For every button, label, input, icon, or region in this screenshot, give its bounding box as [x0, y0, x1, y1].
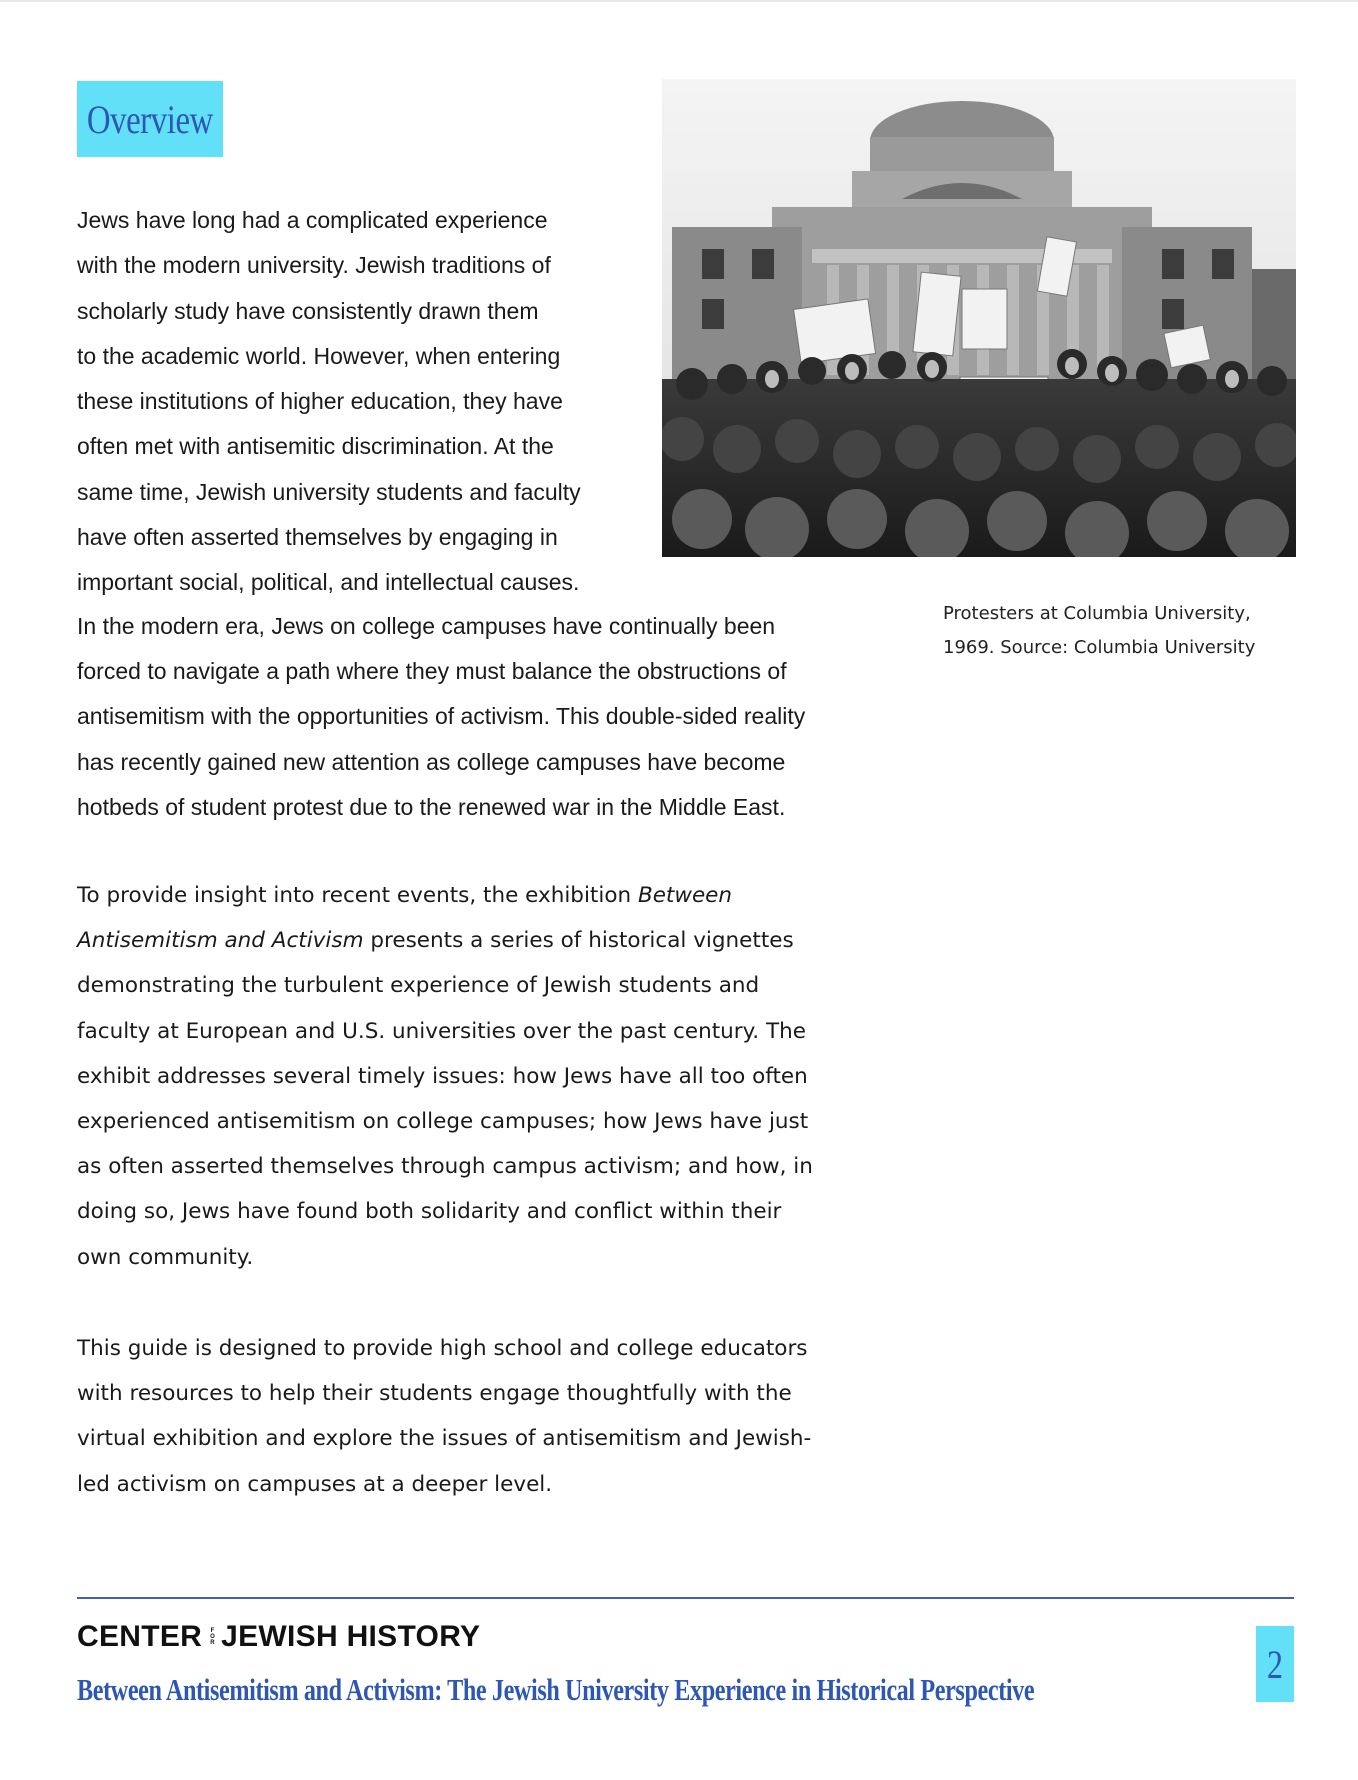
caption-line: Protesters at Columbia University,	[943, 603, 1251, 624]
text-line: exhibit addresses several timely issues: how Jews have all too often	[77, 1063, 808, 1089]
paragraph-exhibition	[77, 873, 877, 1280]
text-line: This guide is designed to provide high school and college educators	[77, 1336, 808, 1361]
center-for-jewish-history-logo	[77, 1620, 480, 1654]
logo-for-stack	[210, 1624, 215, 1650]
logo-for-letter: F	[210, 1628, 215, 1634]
text-line: experienced antisemitism on college campuses; how Jews have just	[77, 1109, 809, 1135]
text-line: antisemitism with the opportunities of activism. This double-sided reality	[77, 703, 806, 730]
text-line: often met with antisemitic discrimination. At the	[77, 433, 554, 460]
text-line: with the modern university. Jewish traditions of	[77, 252, 551, 279]
text-line: as often asserted themselves through campus activism; and how, in	[77, 1154, 813, 1180]
logo-for-letter: O	[210, 1634, 216, 1640]
footer-divider	[77, 1597, 1294, 1599]
text-line: same time, Jewish university students and faculty	[77, 478, 581, 505]
page-number-badge	[1256, 1626, 1294, 1702]
text-line: demonstrating the turbulent experience of Jewish students and	[77, 973, 760, 999]
text-line: Jews have long had a complicated experience	[77, 207, 548, 233]
text-line: forced to navigate a path where they must balance the obstructions of	[77, 658, 787, 685]
protest-photo	[662, 79, 1296, 557]
logo-text-left: CENTER	[77, 1620, 203, 1653]
text-run: To provide insight into recent events, the exhibition	[77, 883, 638, 908]
text-line: with resources to help their students engage thoughtfully with the	[77, 1381, 792, 1407]
text-line	[77, 918, 877, 963]
logo-for-letter: R	[210, 1640, 215, 1646]
text-line: have often asserted themselves by engaging in	[77, 524, 558, 551]
document-subtitle: Between Antisemitism and Activism: The Jewish University Experience in Historical Perspective	[77, 1672, 1035, 1707]
paragraph-modern-era	[77, 604, 877, 830]
logo-text-right: JEWISH HISTORY	[221, 1620, 481, 1653]
text-line: these institutions of higher education, they have	[77, 388, 563, 415]
section-heading-text: Overview	[86, 96, 214, 142]
exhibition-title-italic: Between	[637, 883, 733, 908]
text-line: has recently gained new attention as college campuses have become	[77, 748, 786, 775]
lead-paragraph	[77, 198, 637, 606]
text-line: virtual exhibition and explore the issues of antisemitism and Jewish-	[77, 1426, 812, 1452]
text-line: led activism on campuses at a deeper level.	[77, 1471, 553, 1497]
text-line: important social, political, and intellectual causes.	[77, 569, 580, 596]
text-line: own community.	[77, 1244, 254, 1270]
text-line: In the modern era, Jews on college campuses have continually been	[77, 613, 776, 639]
text-line: hotbeds of student protest due to the renewed war in the Middle East.	[77, 793, 786, 820]
exhibition-title-italic: Antisemitism and Activism	[77, 928, 364, 954]
caption-line: 1969. Source: Columbia University	[943, 637, 1256, 658]
page-top-rule	[0, 0, 1358, 2]
text-line	[77, 873, 877, 918]
text-line: doing so, Jews have found both solidarity and conflict within their	[77, 1199, 782, 1225]
text-run: presents a series of historical vignettes	[363, 928, 794, 954]
text-line: scholarly study have consistently drawn them	[77, 297, 539, 324]
photo-caption	[943, 597, 1283, 665]
text-line: to the academic world. However, when entering	[77, 342, 561, 369]
page-number: 2	[1267, 1641, 1283, 1687]
paragraph-guide	[77, 1326, 877, 1507]
text-line: faculty at European and U.S. universities over the past century. The	[77, 1018, 806, 1044]
section-heading	[77, 81, 223, 157]
